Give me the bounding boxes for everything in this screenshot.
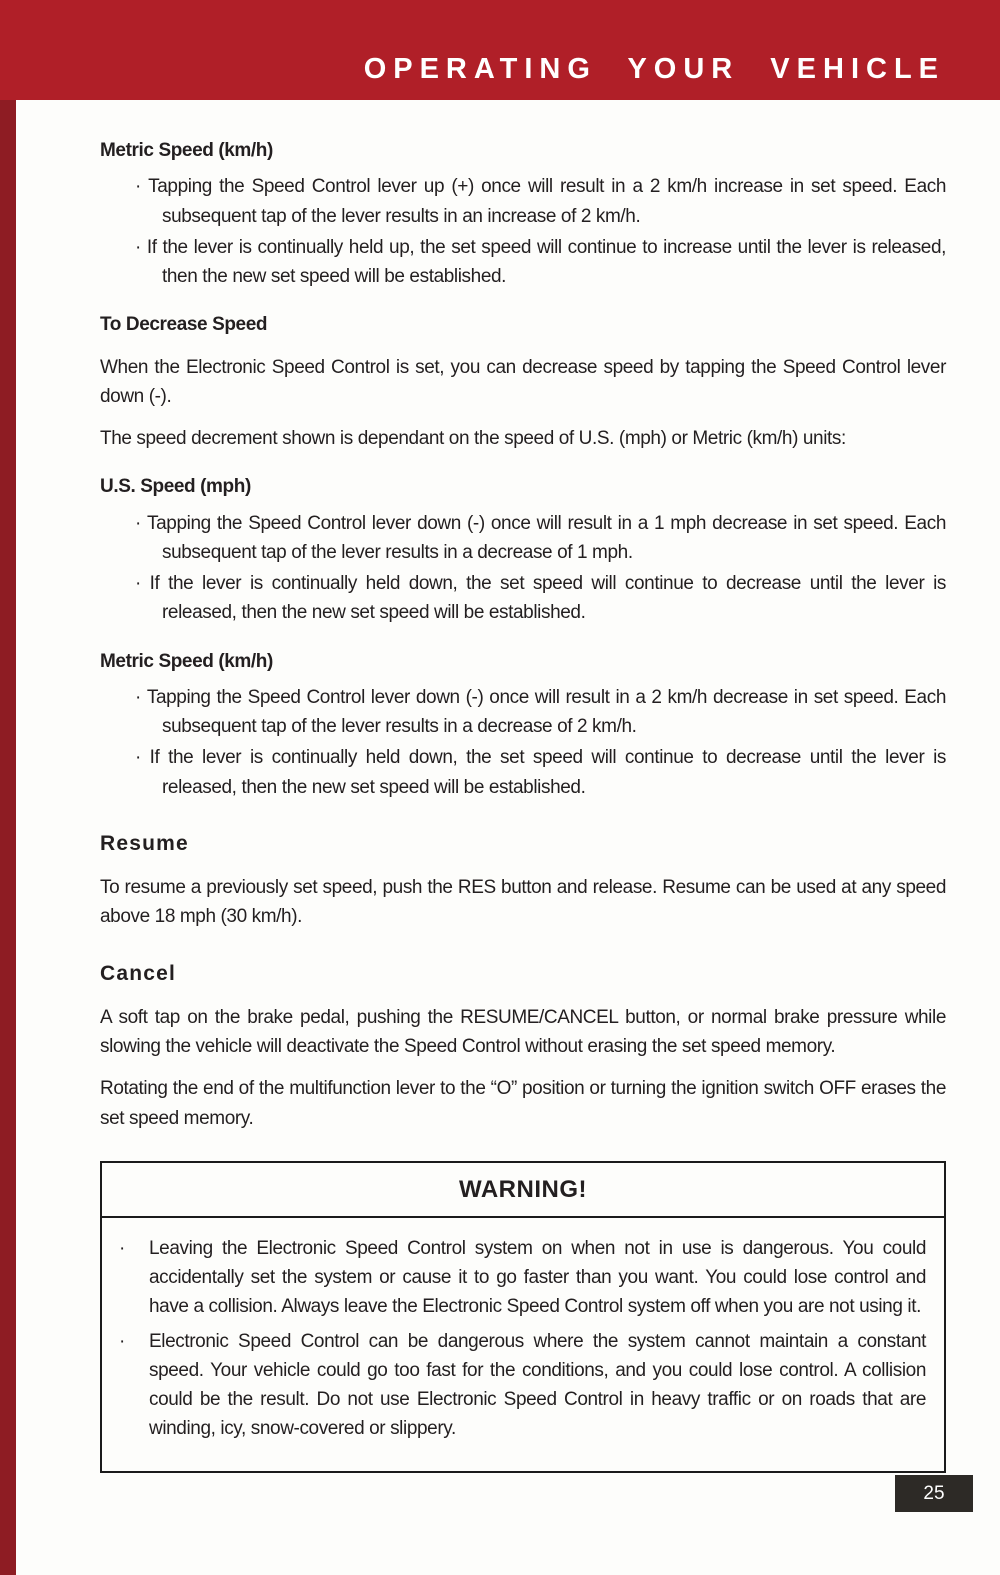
bullet-metric-increase-2: · If the lever is continually held up, the set speed will continue to increase until the lever is released, then the new set speed will be established. [100,233,946,292]
page-number [895,1475,973,1512]
bullet-metric-increase-1: · Tapping the Speed Control lever up (+) once will result in a 2 km/h increase in set speed. Each subsequent tap of the lever results in an increase of 2 km/h. [100,172,946,231]
warning-title: WARNING! [102,1163,944,1218]
page-number-value: 25 [923,1482,945,1504]
left-edge-stripe [0,0,16,1575]
page-header-banner [0,0,1000,100]
paragraph-cancel-1: A soft tap on the brake pedal, pushing the RESUME/CANCEL button, or normal brake pressure while slowing the vehicle will deactivate the Speed Control without erasing the set speed memory. [100,1006,946,1058]
heading-metric-speed-increase: Metric Speed (km/h) [100,140,273,161]
heading-us-speed: U.S. Speed (mph) [100,476,251,498]
warning-bullet-1: · Leaving the Electronic Speed Control system on when not in use is dangerous. You could accidentally set the system or cause it to go faster than you want. You could lose control and have a collision. Always leave the Electronic Speed Control system off when you are not using it. [116,1234,926,1322]
warning-body [102,1218,944,1471]
paragraph-decrease-intro: When the Electronic Speed Control is set, you can decrease speed by tapping the Speed Control lever down (-). [100,356,946,407]
heading-metric-speed-decrease: Metric Speed (km/h) [100,650,273,672]
paragraph-decrement-units: The speed decrement shown is dependant on the speed of U.S. (mph) or Metric (km/h) units: [100,428,846,449]
bullet-metric-decrease-1: · Tapping the Speed Control lever down (-) once will result in a 2 km/h decrease in set speed. Each subsequent tap of the lever results in a decrease of 2 km/h. [100,683,946,742]
page-content [100,136,946,1473]
heading-cancel: Cancel [100,961,177,985]
page-title: OPERATING YOUR VEHICLE [363,53,945,85]
heading-resume: Resume [100,831,189,855]
bullet-metric-decrease-2: · If the lever is continually held down, the set speed will continue to decrease until the lever is released, then the new set speed will be established. [100,743,946,802]
warning-box [100,1161,946,1473]
heading-to-decrease-speed: To Decrease Speed [100,314,268,336]
bullet-us-speed-2: · If the lever is continually held down, the set speed will continue to decrease until the lever is released, then the new set speed will be established. [100,569,946,628]
paragraph-cancel-2: Rotating the end of the multifunction lever to the “O” position or turning the ignition switch OFF erases the set speed memory. [100,1078,946,1129]
warning-bullet-2: · Electronic Speed Control can be dangerous where the system cannot maintain a constant speed. Your vehicle could go too fast for the conditions, and you could lose control. A collision could be the result. Do not use Electronic Speed Control in heavy traffic or on roads that are winding, icy, snow-covered or slippery. [116,1327,926,1444]
bullet-us-speed-1: · Tapping the Speed Control lever down (-) once will result in a 1 mph decrease in set speed. Each subsequent tap of the lever results in a decrease of 1 mph. [100,509,946,568]
paragraph-resume: To resume a previously set speed, push the RES button and release. Resume can be used at any speed above 18 mph (30 km/h). [100,877,946,928]
